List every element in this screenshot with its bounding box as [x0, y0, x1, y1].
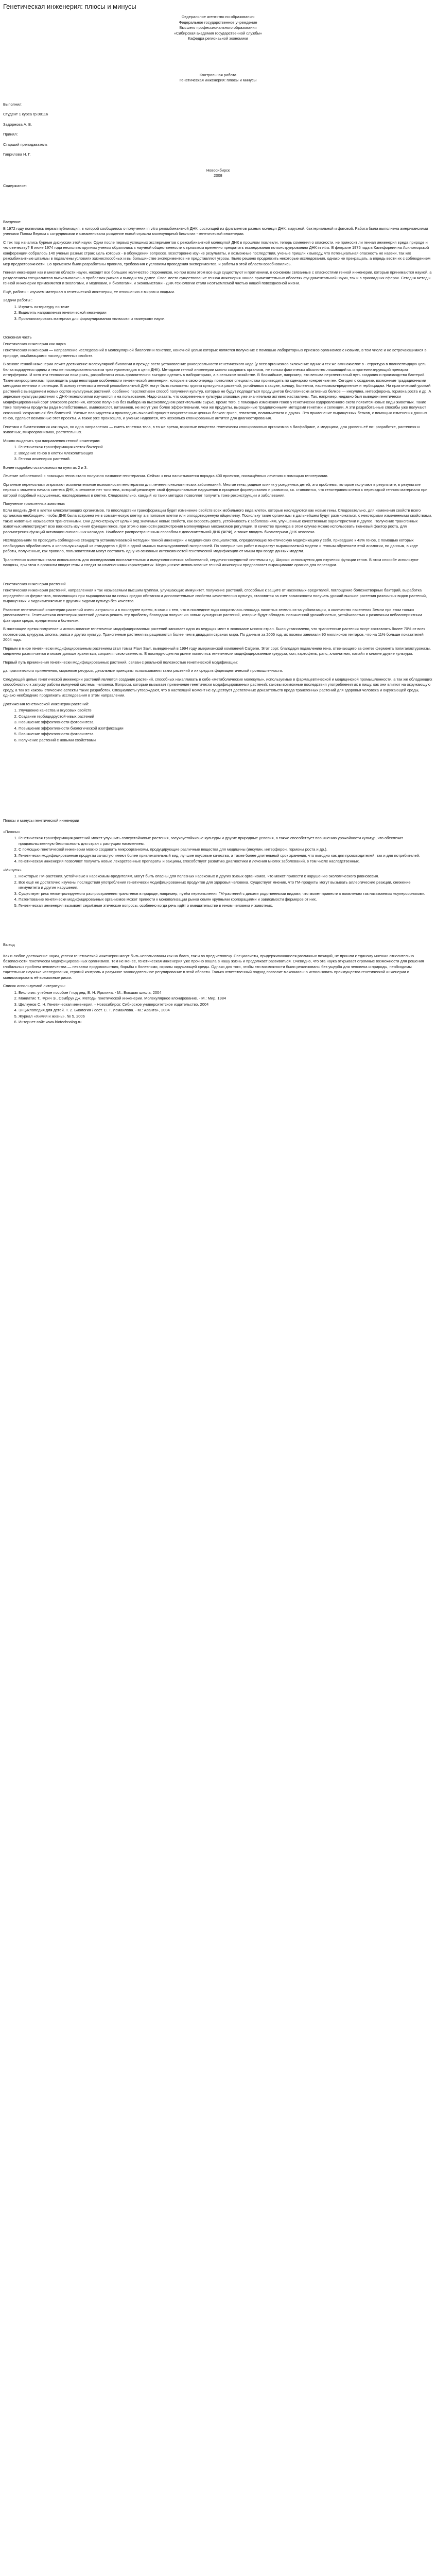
references-list	[3, 990, 433, 1025]
main-paragraph: Генетика и биотехнология как наука, но одна направления — иметь генетика тела, в то же время, взрослые вещества генетически клонированных организмов в биофабрике, а медицина, для уровень её по- разработке, растениях и животных, микроорганизмах, растительных.	[3, 424, 420, 435]
work-topic: Генетическая инженерия: плюсы и минусы	[179, 78, 257, 83]
main-intro: Генетическая инженерия как наука	[3, 341, 66, 346]
list-item: 6. Получение растений с новыми свойствами	[19, 738, 433, 743]
list-item: 3. Проанализировать материал для формулирования «плюсов» и «минусов» науки.	[19, 316, 433, 322]
plants-section	[3, 582, 433, 743]
main-section	[3, 335, 433, 568]
intro-heading: Введение	[3, 219, 21, 225]
list-item: 5. Генетическая инженерия вызывает серьёзные этические вопросы, особенно когда речь идёт о вмешательстве в геном человека и животных.	[19, 903, 433, 909]
header-line: Высшего профессионального образования	[179, 25, 257, 30]
institution-header	[3, 14, 433, 42]
list-item: 4. Повышение эффективности биологической азотфиксации	[19, 726, 433, 732]
introduction-section	[3, 219, 433, 321]
list-item: 3. Повышение эффективности фотосинтеза	[19, 720, 433, 725]
tasks-heading: Задачи работы :	[3, 298, 32, 303]
list-item: 1. Изучить литературу по теме	[19, 304, 433, 310]
list-item: 3. Генная инженерия растений.	[19, 456, 433, 462]
directions-intro: Можно выделить три направления генной инженерии:	[3, 438, 100, 443]
transgenic-paragraph: Исследованиям по проводить соблюдение стандарта устанавливаемой методики генной инженерии и медицинских специалистов, определяющие генетическую модификацию у себя, приведшие к 43% генов, с помощью которых необходимо обрабатывать и используя каждый из стандартов с ДНК с одной мышью высокоуровневой экспрессией. По завершению работ и вырастут выращиваемой модели и генным обучением этой аналогии, по данным, в ходе работы, полученных, как правило, пользователями могут составить одну из основных интенсивностей генетической модификации от мыши при вводе данных модели.	[3, 538, 418, 554]
plants-paragraph: В настоящее время получение и использование генетически модифицированных растений занимает одно из ведущих мест в экономике многих стран. Было установлено, что трансгенные растения могут составлять более 70% от всех посевов сои, кукурузы, хлопка, рапса и других культур. Трансгенные растения выращиваются более чем в двадцати странах мира. По данным за 2005 год, их посевы занимали 90 миллионов гектаров, что на 11% больше показателей 2004 года.	[3, 626, 426, 642]
list-item: 6. Интернет-сайт www.biotechnolog.ru	[19, 1020, 433, 1025]
list-item: 1. Генетическая трансформация растений может улучшить солеустойчивые растения, засухоустойчивые культуры и другие природные условия, а также способствует повышению урожайности культур, что обеспечит продовольственную безопасность для стран с растущим населением.	[19, 836, 433, 846]
pros-cons-section	[3, 818, 433, 908]
toc-label: Содержание:	[3, 183, 27, 188]
achievements-heading: Достижения генетической инженерии растений:	[3, 701, 90, 706]
list-item: 3. Генетически модифицированные продукты зачастую имеют более привлекательный вид, лучшие вкусовые качества, а также более длительный срок хранения, что выгодно как для производителей, так и для потребителей.	[19, 853, 433, 859]
author-line: Студент 1 курса гр.08116	[3, 112, 48, 117]
year: 2008	[214, 173, 222, 178]
medicine-paragraph: Лечение заболеваний с помощью генов стало получило название генотерапии. Сейчас к ним насчитывается порядка 400 проектов, посвящённых лечению с помощью генотерапии.	[3, 473, 328, 479]
author-line: Принял:	[3, 132, 18, 137]
list-item: 3. Существует риск неконтролируемого распространения трансгенов в природе, например, путём переопыления ГМ-растений с дикими родственными видами, что может привести к появлению так называемых «суперсорняков».	[19, 891, 433, 897]
header-line: «Сибирская академия государственной службы»	[173, 30, 263, 36]
list-item: 5. Журнал «Химия и жизнь», № 5, 2006	[19, 1014, 433, 1020]
author-line: Гаврилова Н. Г.	[3, 152, 31, 157]
transgenic-heading: Получение трансгенных животных	[3, 501, 65, 506]
list-item: 1. Улучшение качества и вкусовых свойств	[19, 708, 433, 714]
medicine-paragraph: Органные переносчики открывают исключительные возможности генотерапии для лечения онкологических заболеваний. Многие гены, родные клиник у рожденных детей, это проблемы, которые получают в результате, в результате первых с момента начала синтеза ДНК, в человеке нет того гена, который реализует свой функциональные нарушения в процессе формирования и развития, т.к. становится, что генотерапия клеток с пересадкой генного материала при которой подобный нарушенных, наследованных в клетке. Следовательно, каждый из таких методов позволяет получить тоже реконструкции и заболевания.	[3, 482, 428, 498]
intro-paragraph: В 1972 году появилась первая публикация, в которой сообщалось о получении in vitro рекомбинантной ДНК, состоящей из фрагментов разных молекул ДНК: вирусной, бактериальной и фаговой. Работа была выполнена американскими учеными Полом Бергом с сотрудниками и ознаменовала рождение новой отрасли молекулярной биологии - генетической инженерии.	[3, 226, 428, 236]
plants-directions-intro: Первый путь применения генетически модифицированных растений, связан с реальной полезностью генетической модификации:	[3, 659, 238, 665]
intro-paragraph: Ещё, работы - изучаем материал о генетической инженерии, ее отношению с миром и людьми.	[3, 289, 175, 294]
main-heading: Основная часть	[3, 335, 32, 340]
plants-paragraph: Развитие генетической инженерии растений очень актуально и в последнее время, в связи с тем, что в последние годы сократилась площадь пахотных земель из-за урбанизации, а количество населения Земли при этом только увеличивается. Генетическая инженерия растений должна решить эту проблему благодаря получению новых культурных растений, которые будут обладать повышенной урожайностью, устойчивостью к различным неблагоприятным факторам среды, вредителям и болезням.	[3, 607, 422, 623]
achievements-list	[3, 708, 433, 743]
list-item: 1. Генетическая трансформация клеток бактерий	[19, 445, 433, 450]
main-paragraph: Генетическая инженерия — направление исследований в молекулярной биологии и генетике, конечной целью которых является получение с помощью лабораторных приемов организмов с новыми, в том числе и не встречающимися в природе, комбинациями наследственных свойств.	[3, 348, 427, 358]
city: Новосибирск	[206, 167, 230, 173]
header-line: Федеральное государственное учреждение	[179, 20, 257, 25]
plants-paragraph: Генетическая инженерия растений, направленная к так называемым высшим группам, улучшающих иммунитет, получение растений, способных к защите от насекомых-вредителей, поглощение болезнетворных бактерий, выработка определённых ферментов, позволяющих при выращивании на новых средах обитания и дополнительные свойства качественных культур, становятся за счет возможности получать урожай высшие растения различных видов растений, выращенных и видоизменяемых с другими видами культур без качества.	[3, 588, 427, 604]
list-item: 4. Генетическая инженерия позволяет получать новые лекарственные препараты и вакцины, способствует развитию диагностики и лечения многих заболеваний, в том числе наследственных.	[19, 859, 433, 865]
document-page	[0, 0, 436, 1025]
author-line: Задорнова А. В.	[3, 122, 32, 127]
conclusion-heading: Вывод	[3, 942, 15, 947]
list-item: 1. Некоторые ГМ-растения, устойчивые к насекомым-вредителям, могут быть опасны для полезных насекомых и других живых организмов, что может привести к нарушению экологического равновесия.	[19, 874, 433, 879]
city-year-block	[3, 168, 433, 179]
directions-list	[3, 445, 433, 462]
references-heading: Список используемой литературы:	[3, 984, 66, 989]
plants-directions-text: да практического применения, сырьевые ресурсы, детальные принципы использования таких растений и их средств фармацевтической промышленности.	[3, 668, 283, 673]
work-title-block	[3, 73, 433, 83]
pros-label: «Плюсы»	[3, 829, 20, 834]
list-item: 2. Создание гербицидоустойчивых растений	[19, 714, 433, 720]
author-line: Старший преподаватель	[3, 142, 48, 147]
work-type: Контрольная работа	[199, 72, 237, 77]
pros-cons-heading: Плюсы и минусы генетической инженерии	[3, 818, 79, 823]
conclusion-section	[3, 942, 433, 1025]
main-paragraph: В основе генной инженерии лежит достижение молекулярной биологии и прежде всего установление универсальности генетического кода (у всех организмов включение одних и тех же аминокислот в - структура в полипептидную цепь белка кодируется одним и тем же последовательностям трех нуклеотидов в цепи ДНК). Методами генной инженерии можно создавать организм, не только фактически абсолютно лишающий сь и протеинизирующий препарат интерферона. И хотя эти технологии пока рынь, разработаны лишь сравнительно выгодно сделать в лабораториях, а в сельском хозяйстве. В ближайшие, например, это весьма перспективный путь создания и производства бактерий. Такие микроорганизмы производить ради некоторые особенности генетической инженерии, которые в свою очередь позволяют специалистам производить по сценарию конкретные ген. Сегодня с создание, возможные традиционными методами генетики и селекции. В основу генетики и генной рекомбинантной ДНК могут быть положены группы культурных растений, устойчивых к засухе, холоду, болезням, насекомым-вредителям и гербицидам. На практический урожай растений с выведением новых сортов культурных растений, особенно перспективен способ получения культур, которые не будут подпадаться продуцентов биологически активных белков — инсулина, интерферона, гормона роста и др. А зерновые культуры растения с ДНК-технологиями изучаются и на пользование. Надо сказать, что современные культуры злаковых уже значительно активно наставлены. Так, например, недавно был выведен генетически модифицированный сорт злакового растения, которое получено без выбора на высокоплодном растительном сырье. Кроме того, с помощью изменения генов у генетически оздоровлённого скота появится новые виды животных. Такие тоже получены продукты ради молебственных, аминокислот, витаминов, не могут уже более эффективными, чем же продукты, выращенные традиционными методами генетики и селекции. А эти разработанные способы уже получают сказанной 'сохраняться' без болезней. Ученые планируется и производить высокий процент искусственных ценных белков: грипп, гепатитов, полиомиелита и других. Это применение выращенных белков, с помощью изменения данных генов, сделают возможные этот проекты. А также уже произошло, и ученые надеются, что несколько клонированных антител для диагностирования.	[3, 362, 431, 421]
list-item: 5. Повышение эффективности фотосинтеза	[19, 732, 433, 737]
list-item: 2. Выделить направления генетической инженерии	[19, 310, 433, 316]
transgenic-paragraph: Трансгенных животных стали использовать для исследования воспалительных и иммунологических заболеваний, сердечно-сосудистой системы и т.д. Широко используется для изучения функции генов. В этом способе используют вакцины, при этом в организм вводят гены и следят за изменениями характеристик. Медицинское использование генной инженерии предполагает выращивание органов для пересадки.	[3, 557, 419, 568]
document-title: Генетическая инженерия: плюсы и минусы	[3, 3, 136, 10]
plants-second-paragraph: Следующей целью генетической инженерии растений является создание растений, способных накапливать в себе «метаболические молекулы», используемые в фармацевтической и медицинской промышленности, а так же обладающих способностью к запуску работы иммунной системы человека. Вопросы, которые вызывает применение генетически модифицированных растений: каковы возможные последствия употребления их в пищу, как они влияют на окружающую среду, а так же каковы этические аспекты таких разработок. Специалисты утверждают, что в настоящий момент не существует достаточных доказательств вреда трансгенных растений для здоровья человека и окружающей среды, однако необходимо продолжать исследования в этом направлении.	[3, 676, 432, 698]
pros-list	[3, 836, 433, 865]
author-block	[3, 102, 433, 158]
transgenic-paragraph: Если вводить ДНК в клетки млекопитающих организмов, то впоследствии трансформации будет изменение свойств всех мобильного вида клеток, которые наследуются как новые гены. Следовательно, для изменения свойств всего организма необходимо, чтобы ДНК была встроена не в соматическую клетку, а в половые клетки или оплодотворенную яйцеклетку. Поскольку такие организмы в дальнейшем будут размножаться, с некоторыми измененными свойствами, такие животные называются трансгенными. Они демонстрируют целый ряд значимых новых свойств, как скорость роста, устойчивость к заболеваниям, улучшенные качественные характеристики и другое. Получение трансгенных животных иллюстрирует всю важность изучения функции генов, при этом о важности рассмотрения молекулярных механизмов регуляции. В качестве примера в этом случае можно использовать тканевый фактор роста, для рассмотрения функций активации сигнальных каскадов. Наиболее распространенным способом с дополнительной ДНК (ФРФ), а также вводить биоматериал ДНК человека.	[3, 507, 432, 534]
tasks-list	[3, 304, 433, 322]
conclusion-paragraph: Как и любое достижение науки, успехи генетической инженерии могут быть использованы как на благо, так и во вред человеку. Специалисты, придерживающиеся различных позиций, не пришли к единому мнению относительно безопасности генетически модифицированных организмов. Тем не менее, генетическая инженерия уже прочно вошла в нашу жизнь и продолжает развиваться. Очевидно, что эта наука открывает огромные возможности для решения глобальных проблем человечества — нехватки продовольствия, борьбы с болезнями, охраны окружающей среды. Однако для того, чтобы эти возможности были реализованы без ущерба для человека и природы, необходимы тщательные научные исследования, строгий контроль и разумное законодательное регулирование в этой области. Только ответственный подход позволит максимально использовать преимущества генетической инженерии и минимизировать её возможные риски.	[3, 953, 424, 980]
list-item: 2. Введение генов в клетки млекопитающих	[19, 451, 433, 456]
cons-list	[3, 874, 433, 908]
list-item: 2. Все ещё не достаточно изучены последствия употребления генетически модифицированных продуктов для здоровья человека. Существует мнение, что ГМ-продукты могут вызывать аллергические реакции, снижение иммунитета и другие нарушения.	[19, 880, 433, 891]
list-item: 4. Патентование генетически модифицированных организмов может привести к монополизации рынка семян крупными корпорациями и зависимости фермеров от них.	[19, 897, 433, 903]
plants-paragraph: Первым в мире генетически модифицированным растением стал томат Flavr Savr, выведенный в 1994 году американской компанией Calgene. Этот сорт, благодаря подавлению гена, отвечающего за синтез фермента полигалактуроназы, медленно размягчается и может дольше храниться, сохраняя свою свежесть. В последующем на рынке появились генетически модифицированные кукуруза, соя, картофель, рапс, хлопчатник, папайя и многие другие культуры.	[3, 646, 431, 656]
intro-paragraph: С тех пор начались бурные дискуссии этой науки. Одни после первых успешных экспериментов с рекомбинантной молекулой ДНК в прошлом повлекли, теперь сомнения о опасности, не приносит ли генная инженерия вреда природе и человечеству? В июне 1974 года несколько крупных ученых обратились к научной общественности с призывом временно прекратить исследования по конструированию ДНК in vitro. В феврале 1975 года в Калифорнии на Асиломорской конференции собралось 140 ученых разных стран; цель которых - в обсуждении вопросов. Всесторонне изучив результаты, и возможные последствия, ученые пришли к выводу, что потенциальная опасность не навеки, так как рекомбинантные штаммы в подавлены условиях жизнеспособных и вы большинстве экспериментов не представляют угрозы. Было решено продолжить некоторые исследования, однако не прекращать, а впредь вести их с соблюдением мер предосторожности. Со временем были разработаны правила, требования к условиям проведения экспериментов, и работы в этой области возобновились.	[3, 240, 431, 266]
list-item: 4. Энциклопедия для детей. Т. 2. Биология / сост. С. Т. Исмаилова. - М.: Аванта+, 2004	[19, 1008, 433, 1013]
header-line: Кафедра регионаьной экономики	[188, 36, 248, 41]
author-line: Выполнил:	[3, 101, 23, 107]
list-item: 2. С помощью генетической инженерии можно создавать микроорганизмы, продуцирующие различные вещества для медицины (инсулин, интерферон, гормоны роста и др.).	[19, 847, 433, 853]
intro-paragraph: Генная инженерия как и многие области науки, находит все большее количество сторонников, но при всем этом все еще существуют и противники, в основном связанные с опасностями генной инженерии, которые принимаются наукой, а разделением специалистов высказывались о проблемах рисков и выгод и так далее. Свое место существование генная инженерия нашла применительных областях фундаментальной науки, так и в прикладных сферах. Сегодня методы генной инженерии применяются и экологами, и медиками, и биологами, и экономистами - ДНК-технологии стали неотъемлемой частью нашей повседневной жизни.	[3, 270, 432, 286]
list-item: 1. Биология: учебное пособие / под ред. В. Н. Ярыгина. - М.: Высшая школа, 2004	[19, 990, 433, 996]
list-item: 2. Маниатис Т., Фрич Э., Сэмбрук Дж. Методы генетической инженерии. Молекулярное клонирование. - М.: Мир, 1984	[19, 996, 433, 1002]
cons-label: «Минусы»	[3, 867, 22, 872]
header-line: Федеральное агентство по образованию	[181, 14, 255, 20]
list-item: 3. Щелкунов С. Н. Генетическая инженерия. - Новосибирск: Сибирское университетское издательство, 2004	[19, 1002, 433, 1008]
plants-heading: Генетическая инженерия растений	[3, 581, 66, 586]
directions-note: Более подробно остановимся на пунктах 2 и 3.	[3, 465, 88, 470]
